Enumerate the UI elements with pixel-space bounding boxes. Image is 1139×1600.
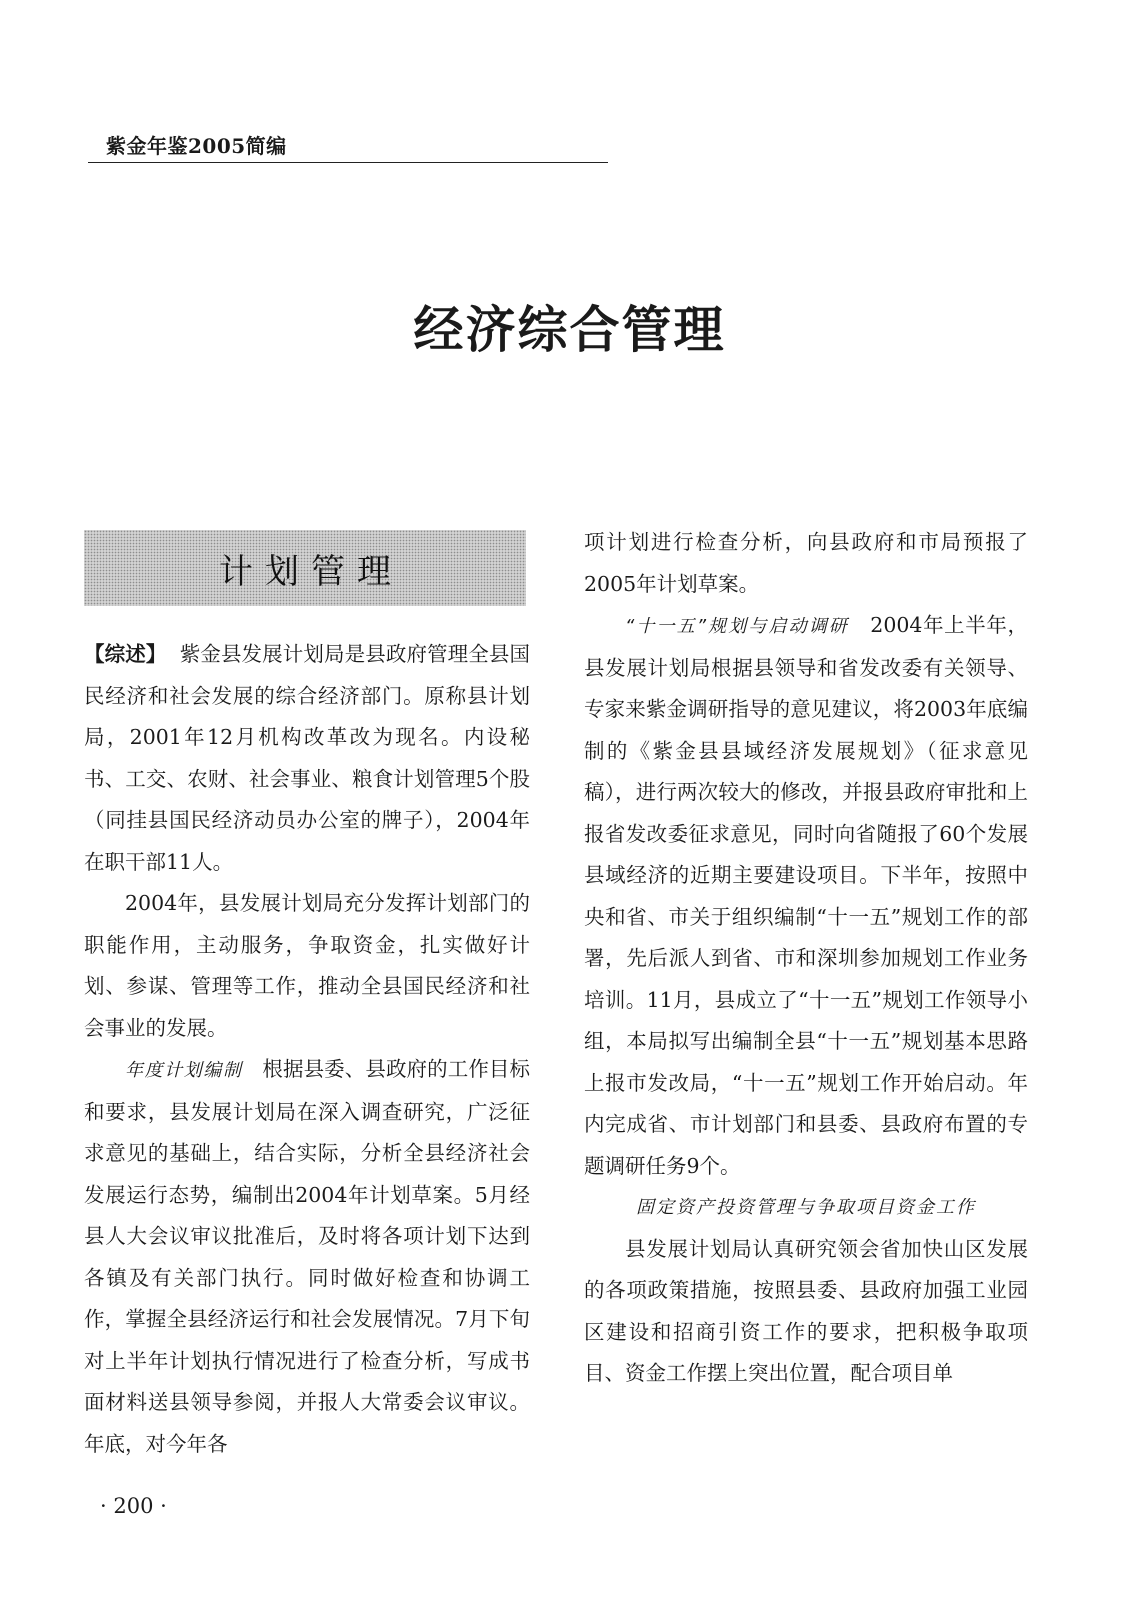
page-number: · 200 ·	[100, 1494, 167, 1518]
section-banner-title: 计划管理	[219, 551, 403, 592]
summary-paragraph: 2004年，县发展计划局充分发挥计划部门的职能作用，主动服务，争取资金，扎实做好计划、参谋、管理等工作，推动全县国民经济和社会事业的发展。	[84, 891, 530, 1040]
section-banner	[84, 530, 526, 606]
overview-text: 紫金县发展计划局是县政府管理全县国民经济和社会发展的综合经济部门。原称县计划局，2001年12月机构改革改为现名。内设秘书、工交、农财、社会事业、粮食计划管理5个股（同挂县国民经济动员办公室的牌子），2004年在职干部11人。	[84, 642, 531, 874]
five-year-plan-text: 2004年上半年，县发展计划局根据县领导和省发改委有关领导、专家来紫金调研指导的意见建议，将2003年底编制的《紫金县县域经济发展规划》（征求意见稿），进行两次较大的修改，并报县政府审批和上报省发改委征求意见，同时向省随报了60个发展县域经济的近期主要建设项目。下半年，按照中央和省、市关于组织编制“十一五”规划工作的部署，先后派人到省、市和深圳参加规划工作业务培训。11月，县成立了“十一五”规划工作领导小组，本局拟写出编制全县“十一五”规划基本思路上报市发改局，“十一五”规划工作开始启动。年内完成省、市计划部门和县委、县政府布置的专题调研任务9个。	[584, 613, 1028, 1178]
right-column	[584, 522, 1028, 1395]
five-year-plan-paragraph	[584, 605, 1028, 1187]
chapter-title: 经济综合管理	[413, 300, 726, 359]
running-header	[88, 128, 608, 163]
annual-plan-heading: 年度计划编制	[125, 1060, 243, 1081]
running-header-title: 紫金年鉴2005简编	[106, 134, 287, 158]
overview-paragraph	[84, 634, 530, 883]
left-column	[84, 634, 530, 1465]
overview-tag: 【综述】	[84, 642, 167, 666]
annual-plan-paragraph	[84, 1049, 530, 1465]
investment-paragraph: 县发展计划局认真研究领会省加快山区发展的各项政策措施，按照县委、县政府加强工业园区建设和招商引资工作的要求，把积极争取项目、资金工作摆上突出位置，配合项目单	[584, 1236, 1028, 1385]
investment-heading: 固定资产投资管理与争取项目资金工作	[636, 1197, 976, 1218]
annual-plan-text: 根据县委、县政府的工作目标和要求，县发展计划局在深入调查研究，广泛征求意见的基础上，结合实际，分析全县经济社会发展运行态势，编制出2004年计划草案。5月经县人大会议审议批准后，及时将各项计划下达到各镇及有关部门执行。同时做好检查和协调工作，掌握全县经济运行和社会发展情况。7月下旬对上半年计划执行情况进行了检查分析，写成书面材料送县领导参阅，并报人大常委会议审议。年底，对今年各	[84, 1057, 530, 1456]
continued-paragraph: 项计划进行检查分析，向县政府和市局预报了2005年计划草案。	[584, 530, 1028, 596]
five-year-plan-heading: “十一五”规划与启动调研	[625, 616, 849, 637]
